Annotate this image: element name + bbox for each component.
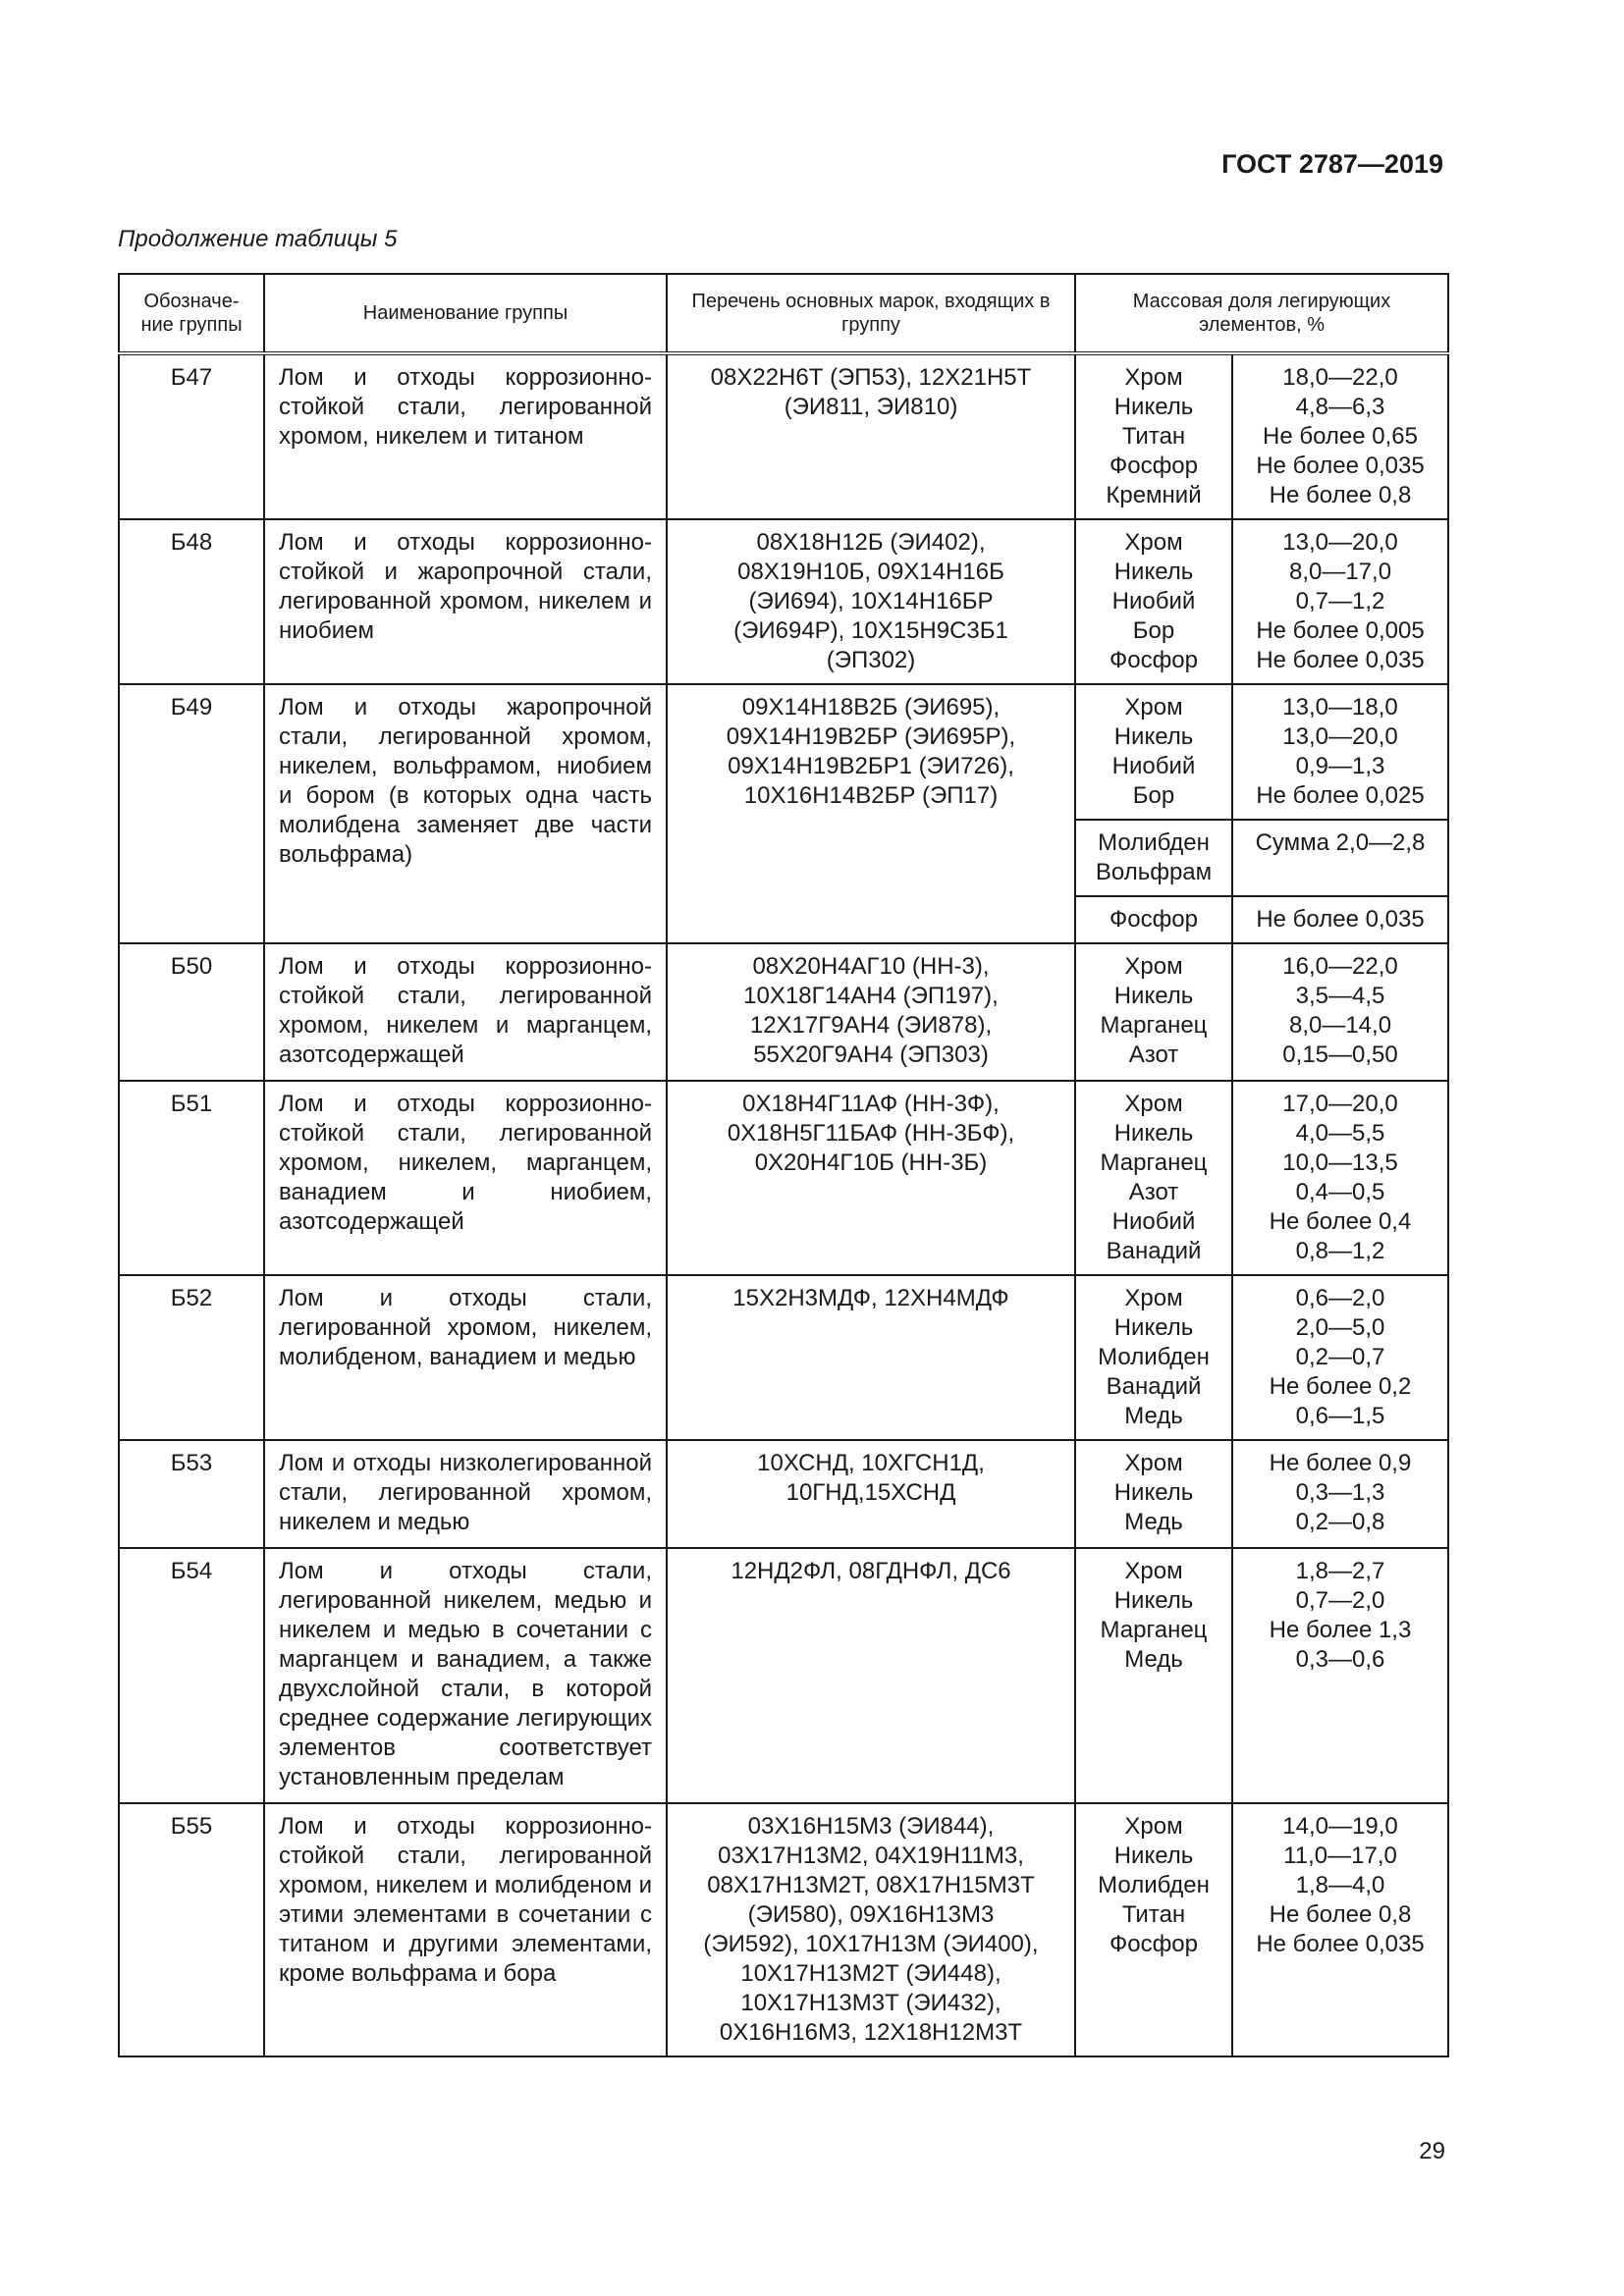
grade-line: (ЭИ811, ЭИ810) [784,394,958,420]
fraction-value: 0,15—0,50 [1282,1041,1398,1068]
fraction-value: 10,0—13,5 [1282,1149,1398,1176]
element-name: Никель [1113,559,1194,585]
grade-line: 10ГНД,15ХСНД [785,1479,956,1506]
fractions-cell [1232,1081,1448,1275]
grade-line: (ЭП302) [826,647,916,673]
table-continuation-caption: Продолжение таблицы 5 [118,226,398,252]
fraction-value: Не более 0,4 [1269,1208,1412,1235]
group-code-cell: Б53 [119,1440,264,1548]
fraction-value: Не более 0,035 [1256,453,1425,479]
element-name: Никель [1113,723,1194,750]
elements-cell [1075,1548,1232,1803]
fraction-value: 13,0—20,0 [1282,529,1398,556]
group-name-cell: Лом и отходы коррозионно-стойкой стали, легированной хромом, никелем и титаном [264,353,667,519]
table-row [119,1081,1448,1275]
grade-line: 10Х17Н13М2Т (ЭИ448), [740,1960,1001,1987]
group-code-cell: Б50 [119,943,264,1081]
table-row [119,353,1448,519]
grade-line: 55Х20Г9АН4 (ЭП303) [753,1041,989,1068]
col-header-name: Наименование группы [264,274,667,353]
table-row [119,1275,1448,1440]
col-header-grades: Перечень основных марок, входящих в группу [667,274,1075,353]
element-name: Кремний [1106,482,1202,508]
fraction-value: Не более 0,8 [1269,482,1412,508]
fraction-value: Не более 0,9 [1269,1450,1412,1476]
fractions-cell [1232,1440,1448,1548]
element-name: Марганец [1100,1149,1208,1176]
grades-cell [667,684,1075,943]
fractions-cell [1232,943,1448,1081]
element-name: Ниобий [1111,753,1196,779]
fraction-value: 4,8—6,3 [1295,394,1385,420]
element-name: Вольфрам [1095,859,1213,885]
elements-cell [1075,519,1232,684]
element-name: Хром [1124,1091,1183,1117]
fraction-value: Не более 0,035 [1256,647,1425,673]
element-name: Никель [1113,1587,1194,1614]
grades-cell [667,353,1075,519]
group-code-cell: Б51 [119,1081,264,1275]
group-code-cell: Б54 [119,1548,264,1803]
fractions-cell [1232,1548,1448,1803]
grade-line: 08Х18Н12Б (ЭИ402), [756,529,986,556]
fraction-value: 11,0—17,0 [1283,1842,1397,1869]
element-name: Ниобий [1111,588,1196,614]
fraction-value: Не более 0,005 [1256,617,1425,644]
fraction-value: 8,0—17,0 [1288,559,1392,585]
group-name-cell: Лом и отходы стали, легированной никелем, медью и никелем и медью в сочетании с марганцем и ванадием, а также двухслойной стали, в которой среднее содержание легирующих элементов соответствует установленным пределам [264,1548,667,1803]
standard-header: ГОСТ 2787—2019 [1221,149,1443,179]
group-name-cell: Лом и отходы коррозионно-стойкой стали, легированной хромом, никелем и молибденом и этими элементами в сочетании с титаном и другими элементами, кроме вольфрама и бора [264,1803,667,2056]
grade-line: 12Х17Г9АН4 (ЭИ878), [749,1012,993,1039]
fraction-value: 14,0—19,0 [1282,1813,1398,1840]
fraction-value: 4,0—5,5 [1295,1120,1385,1147]
element-name: Хром [1124,1558,1183,1584]
element-name: Молибден [1098,829,1210,856]
grade-line: 08Х19Н10Б, 09Х14Н16Б [737,559,1004,585]
grade-line: (ЭИ694Р), 10Х15Н9С3Б1 [733,617,1008,644]
group-name-cell: Лом и отходы низколегированной стали, легированной хромом, никелем и медью [264,1440,667,1548]
element-name: Титан [1121,423,1186,450]
element-name: Никель [1113,394,1194,420]
element-name: Титан [1121,1901,1186,1928]
fraction-value: 1,8—4,0 [1295,1872,1385,1898]
element-name: Медь [1124,1403,1183,1429]
group-name-cell: Лом и отходы коррозионно-стойкой и жаропрочной стали, легированной хромом, никелем и ниобием [264,519,667,684]
element-name: Фосфор [1109,647,1199,673]
col-header-fractions: Массовая доля легирующих элементов, % [1075,274,1448,353]
fraction-value: 0,6—1,5 [1295,1403,1385,1429]
fraction-value: Не более 0,8 [1269,1901,1412,1928]
table-row [119,1548,1448,1803]
fractions-cell [1232,896,1448,943]
element-name: Бор [1132,617,1175,644]
element-name: Фосфор [1109,453,1199,479]
element-name: Хром [1124,694,1183,721]
fraction-value: 0,7—1,2 [1295,588,1385,614]
element-name: Хром [1124,364,1183,391]
fraction-value: 17,0—20,0 [1282,1091,1398,1117]
fractions-cell [1232,519,1448,684]
element-name: Хром [1124,1285,1183,1311]
element-name: Ванадий [1106,1238,1202,1264]
grades-cell [667,1440,1075,1548]
grade-line: 09Х14Н18В2Б (ЭИ695), [741,694,1001,721]
grades-cell [667,519,1075,684]
grades-cell [667,1275,1075,1440]
alloy-groups-table [118,273,1449,2057]
grade-line: 10Х17Н13М3Т (ЭИ432), [740,1990,1001,2016]
fraction-value: Не более 0,035 [1256,906,1425,933]
group-code-cell: Б47 [119,353,264,519]
fraction-value: 0,2—0,8 [1295,1509,1385,1535]
table-row [119,519,1448,684]
table-row [119,684,1448,820]
element-name: Ванадий [1106,1373,1202,1400]
elements-cell [1075,1275,1232,1440]
grade-line: 12НД2ФЛ, 08ГДНФЛ, ДС6 [731,1558,1011,1584]
element-name: Ниобий [1111,1208,1196,1235]
table-row [119,1440,1448,1548]
fractions-cell [1232,1275,1448,1440]
fraction-value: Не более 0,035 [1256,1931,1425,1957]
fraction-value: 16,0—22,0 [1282,953,1398,980]
grade-line: 03Х17Н13М2, 04Х19Н11М3, [718,1842,1024,1869]
elements-cell [1075,943,1232,1081]
fraction-value: 1,8—2,7 [1295,1558,1385,1584]
group-code-cell: Б52 [119,1275,264,1440]
grade-line: 08Х20Н4АГ10 (НН-3), [752,953,990,980]
grades-cell [667,1803,1075,2056]
fraction-value: Сумма 2,0—2,8 [1255,829,1426,856]
grade-line: 0Х20Н4Г10Б (НН-3Б) [754,1149,988,1176]
grade-line: 08Х22Н6Т (ЭП53), 12Х21Н5Т [710,364,1032,391]
table-row [119,1803,1448,2056]
group-name-cell: Лом и отходы коррозионно-стойкой стали, легированной хромом, никелем и марганцем, азотсодержащей [264,943,667,1081]
table-body [119,353,1448,2056]
group-name-cell: Лом и отходы стали, легированной хромом, никелем, молибденом, ванадием и медью [264,1275,667,1440]
fraction-value: 0,6—2,0 [1295,1285,1385,1311]
fraction-value: 0,7—2,0 [1295,1587,1385,1614]
element-name: Азот [1128,1179,1179,1205]
fraction-value: 13,0—20,0 [1282,723,1398,750]
elements-cell [1075,1440,1232,1548]
element-name: Молибден [1098,1872,1210,1898]
element-name: Хром [1124,1813,1183,1840]
element-name: Марганец [1100,1012,1208,1039]
fraction-value: 3,5—4,5 [1295,983,1385,1009]
grade-line: 10Х18Г14АН4 (ЭП197), [743,983,999,1009]
grade-line: (ЭИ580), 09Х16Н13М3 [747,1901,995,1928]
fraction-value: 0,4—0,5 [1295,1179,1385,1205]
element-name: Марганец [1100,1617,1208,1643]
fractions-cell [1232,684,1448,820]
fraction-value: 0,2—0,7 [1295,1344,1385,1370]
col-header-code: Обозначе-ние группы [119,274,264,353]
fraction-value: 0,8—1,2 [1295,1238,1385,1264]
fraction-value: 13,0—18,0 [1282,694,1398,721]
group-code-cell: Б55 [119,1803,264,2056]
element-name: Фосфор [1109,1931,1199,1957]
element-name: Азот [1128,1041,1179,1068]
page-number: 29 [1419,2138,1445,2164]
grade-line: 03Х16Н15М3 (ЭИ844), [747,1813,995,1840]
elements-cell [1075,353,1232,519]
grade-line: 0Х16Н16М3, 12Х18Н12М3Т [719,2019,1023,2046]
fraction-value: 18,0—22,0 [1282,364,1398,391]
grade-line: 10ХСНД, 10ХГСН1Д, [757,1450,985,1476]
element-name: Никель [1113,1314,1194,1341]
fraction-value: Не более 0,65 [1263,423,1418,450]
grades-cell [667,1548,1075,1803]
fraction-value: 2,0—5,0 [1295,1314,1385,1341]
elements-cell [1075,1803,1232,2056]
elements-cell [1075,684,1232,820]
table-header-row [119,274,1448,353]
table-row [119,943,1448,1081]
element-name: Хром [1124,1450,1183,1476]
grade-line: 0Х18Н5Г11БАФ (НН-3БФ), [727,1120,1015,1147]
group-code-cell: Б49 [119,684,264,943]
fraction-value: 0,9—1,3 [1295,753,1385,779]
grade-line: 10Х16Н14В2БР (ЭП17) [743,782,999,809]
elements-cell [1075,896,1232,943]
grade-line: 0Х18Н4Г11АФ (НН-3Ф), [742,1091,1000,1117]
element-name: Бор [1132,782,1175,809]
fraction-value: 0,3—0,6 [1295,1646,1385,1673]
group-name-cell: Лом и отходы жаропрочной стали, легированной хромом, никелем, вольфрамом, ниобием и бором (в которых одна часть молибдена заменяет две части вольфрама) [264,684,667,943]
grades-cell [667,943,1075,1081]
element-name: Молибден [1098,1344,1210,1370]
fraction-value: 0,3—1,3 [1295,1479,1385,1506]
elements-cell [1075,1081,1232,1275]
group-code-cell: Б48 [119,519,264,684]
group-name-cell: Лом и отходы коррозионно-стойкой стали, легированной хромом, никелем, марганцем, ванадием и ниобием, азотсодержащей [264,1081,667,1275]
element-name: Хром [1124,953,1183,980]
fractions-cell [1232,820,1448,896]
grade-line: (ЭИ592), 10Х17Н13М (ЭИ400), [703,1931,1039,1957]
fraction-value: 8,0—14,0 [1288,1012,1392,1039]
element-name: Никель [1113,1842,1194,1869]
fraction-value: Не более 0,025 [1256,782,1425,809]
fraction-value: Не более 0,2 [1269,1373,1412,1400]
fractions-cell [1232,1803,1448,2056]
grade-line: 09Х14Н19В2БР1 (ЭИ726), [728,753,1014,779]
element-name: Хром [1124,529,1183,556]
element-name: Никель [1113,983,1194,1009]
element-name: Никель [1113,1120,1194,1147]
fraction-value: Не более 1,3 [1269,1617,1412,1643]
element-name: Никель [1113,1479,1194,1506]
element-name: Медь [1124,1646,1183,1673]
fractions-cell [1232,353,1448,519]
elements-cell [1075,820,1232,896]
grades-cell [667,1081,1075,1275]
element-name: Медь [1124,1509,1183,1535]
grade-line: 15Х2Н3МДФ, 12ХН4МДФ [732,1285,1009,1311]
grade-line: 09Х14Н19В2БР (ЭИ695Р), [726,723,1016,750]
element-name: Фосфор [1109,906,1199,933]
grade-line: (ЭИ694), 10Х14Н16БР [748,588,994,614]
grade-line: 08Х17Н13М2Т, 08Х17Н15М3Т [707,1872,1035,1898]
